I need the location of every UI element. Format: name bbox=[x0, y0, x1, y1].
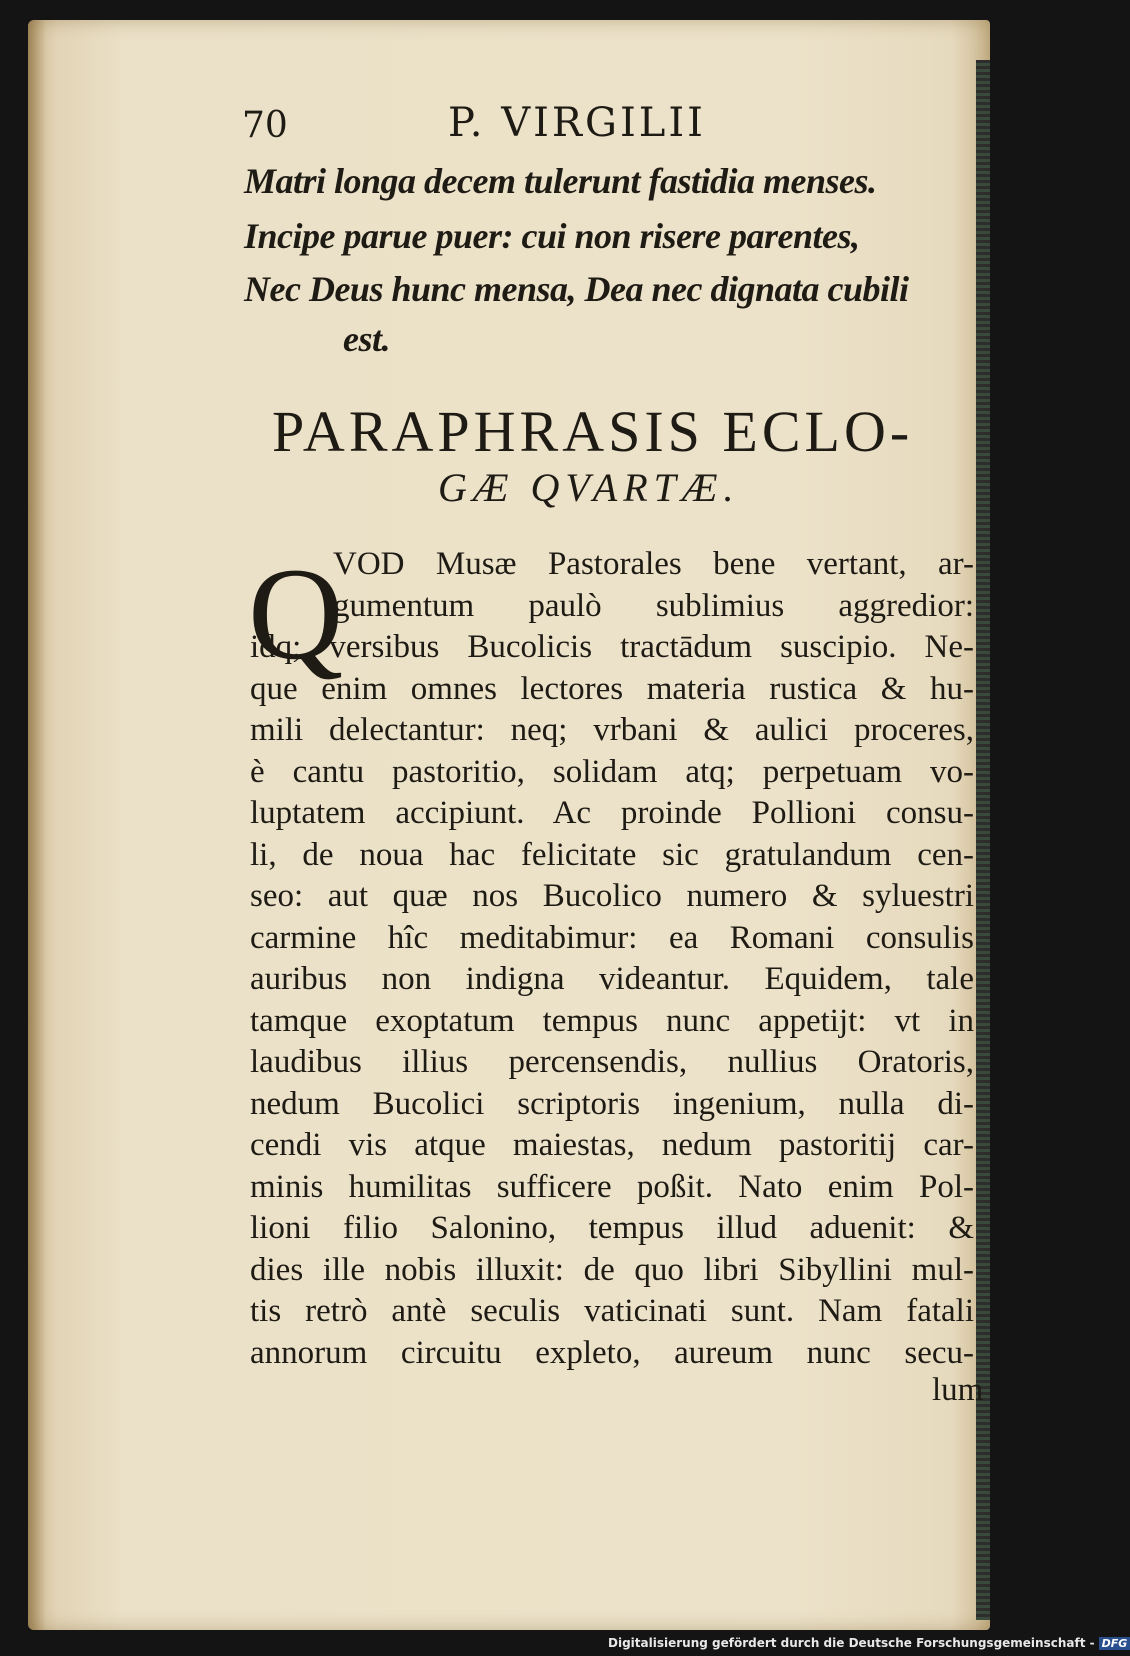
body-line: è cantu pastoritio, solidam atq; perpetuam vo- bbox=[250, 753, 974, 790]
body-line: auribus non indigna videantur. Equidem, tale bbox=[250, 961, 974, 997]
body-line: carmine hîc meditabimur: ea Romani consulis bbox=[250, 919, 974, 956]
body-line: tamque exoptatum tempus nunc appetijt: vt in bbox=[250, 1002, 974, 1039]
drop-cap: Q bbox=[248, 540, 344, 687]
dfg-logo: DFG bbox=[1099, 1637, 1130, 1650]
verse-line: Matri longa decem tulerunt fastidia menses. bbox=[244, 161, 877, 201]
funding-text: Digitalisierung gefördert durch die Deutsche Forschungsgemeinschaft - bbox=[608, 1636, 1095, 1650]
body-line: idq; versibus Bucolicis tractādum suscipio. Ne- bbox=[250, 629, 974, 665]
body-line: VOD Musæ Pastorales bene vertant, ar- bbox=[333, 546, 974, 582]
body-line: laudibus illius percensendis, nullius Oratoris, bbox=[250, 1044, 974, 1080]
body-line: li, de noua hac felicitate sic gratulandum cen- bbox=[250, 836, 974, 873]
page-number: 70 bbox=[242, 105, 288, 146]
body-line: dies ille nobis illuxit: de quo libri Sibyllini mul- bbox=[250, 1251, 974, 1288]
verse-line: Incipe parue puer: cui non risere parentes, bbox=[244, 216, 860, 256]
body-line: lum bbox=[932, 1372, 984, 1408]
body-line: minis humilitas sufficere poßit. Nato enim Pol- bbox=[250, 1168, 974, 1205]
body-line: lioni filio Salonino, tempus illud aduenit: & bbox=[250, 1210, 974, 1246]
body-line: cendi vis atque maiestas, nedum pastoritij car- bbox=[250, 1127, 974, 1163]
body-line: gumentum paulò sublimius aggredior: bbox=[333, 587, 974, 624]
body-line: mili delectantur: neq; vrbani & aulici proceres, bbox=[250, 712, 974, 748]
section-subtitle: GÆ QVARTÆ. bbox=[438, 465, 740, 510]
body-line: tis retrò antè seculis vaticinati sunt. Nam fatali bbox=[250, 1293, 974, 1329]
body-line: luptatem accipiunt. Ac proinde Pollioni consu- bbox=[250, 795, 974, 831]
running-head: P. VIRGILII bbox=[448, 100, 706, 146]
body-line: nedum Bucolici scriptoris ingenium, nulla di- bbox=[250, 1085, 974, 1122]
funding-credit bbox=[608, 1636, 1130, 1650]
body-line: seo: aut quæ nos Bucolico numero & syluestri bbox=[250, 878, 974, 914]
section-title: PARAPHRASIS ECLO- bbox=[272, 399, 914, 464]
body-line: annorum circuitu expleto, aureum nunc secu- bbox=[250, 1334, 974, 1371]
body-line: que enim omnes lectores materia rustica & hu- bbox=[250, 670, 974, 707]
verse-line: est. bbox=[343, 319, 390, 359]
verse-line: Nec Deus hunc mensa, Dea nec dignata cubili bbox=[244, 269, 909, 309]
